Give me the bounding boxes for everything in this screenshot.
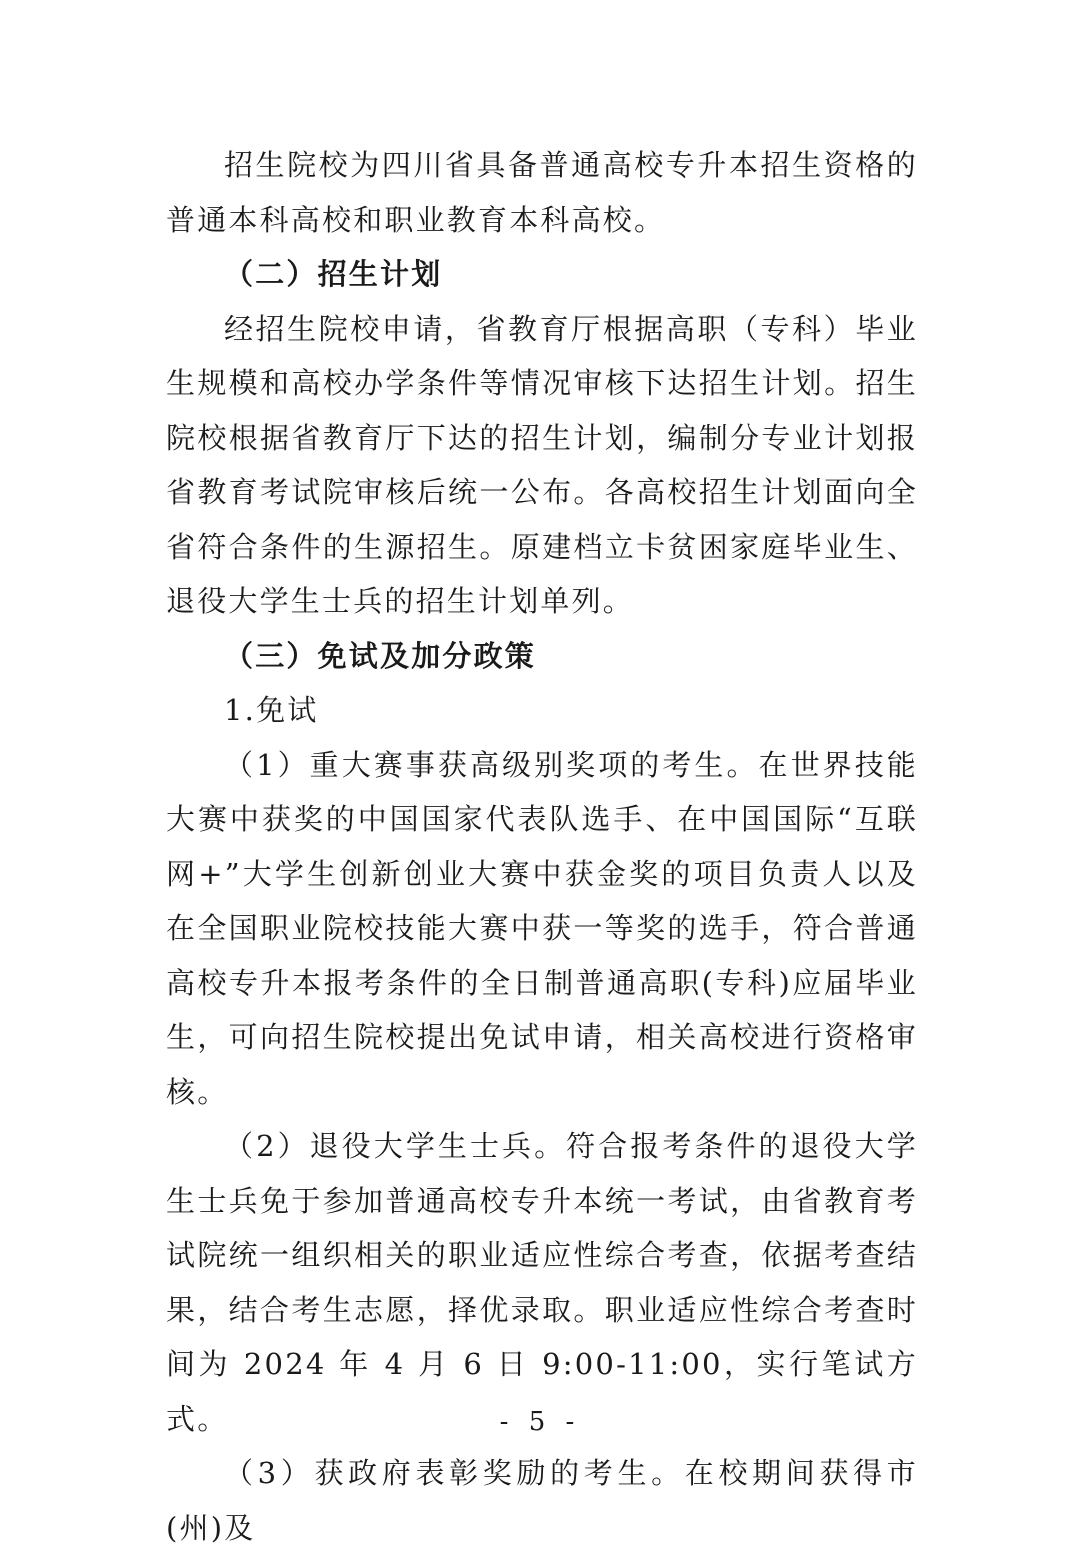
paragraph-admission-schools: 招生院校为四川省具备普通高校专升本招生资格的普通本科高校和职业教育本科高校。 <box>166 148 918 237</box>
paragraph-enrollment-plan: 经招生院校申请，省教育厅根据高职（专科）毕业生规模和高校办学条件等情况审核下达招生计划。招生院校根据省教育厅下达的招生计划，编制分专业计划报省教育考试院审核后统一公布。各高校招生计划面向全省符合条件的生源招生。原建档立卡贫困家庭毕业生、退役大学生士兵的招生计划单列。 <box>166 311 918 618</box>
paragraph-retired-soldiers: （2）退役大学生士兵。符合报考条件的退役大学生士兵免于参加普通高校专升本统一考试，由省教育考试院统一组织相关的职业适应性综合考查，依据考查结果，结合考生志愿，择优录取。职业适应性综合考查时间为 2024 年 4 月 6 日 9:00-11:00，实行笔试方式。 <box>166 1129 918 1436</box>
document-body <box>166 138 918 1555</box>
page-number: - 5 - <box>499 1407 581 1437</box>
paragraph-competition-winners: （1）重大赛事获高级别奖项的考生。在世界技能大赛中获奖的中国国家代表队选手、在中国国际“互联网+”大学生创新创业大赛中获金奖的项目负责人以及在全国职业院校技能大赛中获一等奖的选手，符合普通高校专升本报考条件的全日制普通高职(专科)应届毕业生，可向招生院校提出免试申请，相关高校进行资格审核。 <box>166 747 918 1109</box>
subheading-exemption: 1.免试 <box>224 693 319 727</box>
heading-enrollment-plan: （二）招生计划 <box>224 257 443 291</box>
heading-exemption-bonus-policy: （三）免试及加分政策 <box>224 638 537 673</box>
paragraph-government-awards: （3）获政府表彰奖励的考生。在校期间获得市(州)及 <box>166 1456 918 1545</box>
